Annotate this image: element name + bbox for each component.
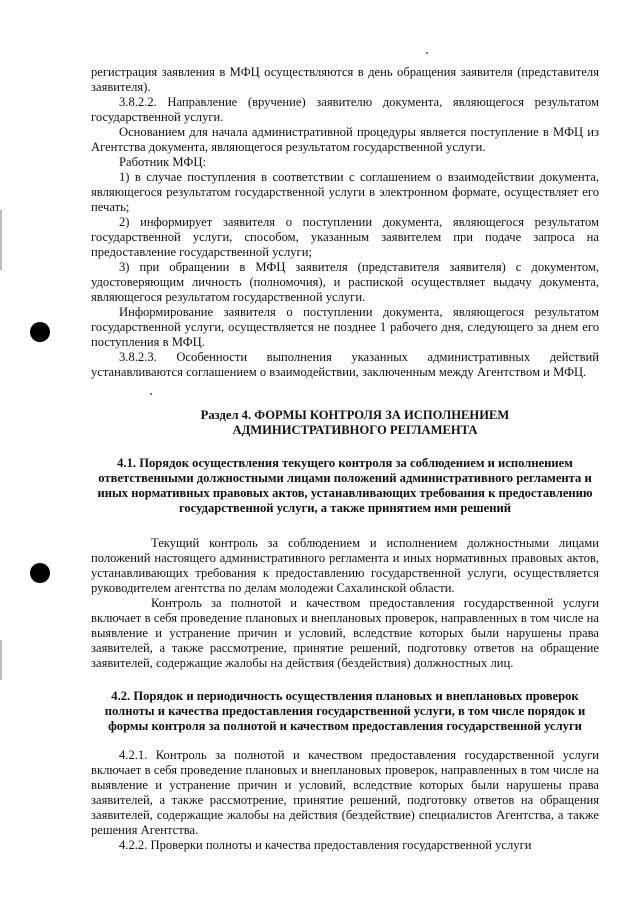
paragraph-4-1-quality-control: Контроль за полнотой и качеством предоставления государственной услуги включает в себя проведение плановых и внеплановых проверок, направленных в том числе на выявление и устранение причин и условий, вследствие которых были нарушены права заявителей, а также рассмотрение, принятие решений, подготовку ответов на обращение заявителей, содержащие жалобы на действия (бездействия) должностных лиц. — [91, 596, 599, 670]
scan-speck — [426, 52, 428, 54]
list-item-1: 1) в случае поступления в соответствии с соглашением о взаимодействии документа, являющегося результатом государственной услуги в электронном формате, осуществляет его печать; — [91, 170, 599, 214]
document-body — [91, 65, 599, 853]
scan-edge-mark — [0, 210, 2, 270]
punch-hole-bottom — [30, 563, 50, 583]
list-item-2: 2) информирует заявителя о поступлении документа, являющегося результатом государственной услуги, способом, указанным заявителем при подаче запроса на предоставление государственной услуги; — [91, 215, 599, 259]
punch-hole-top — [30, 322, 50, 342]
paragraph-mfc-worker: Работник МФЦ: — [119, 155, 206, 169]
paragraph-informing: Информирование заявителя о поступлении документа, являющегося результатом государственной услуги, осуществляется не позднее 1 рабочего дня, следующего за днем его поступления в МФЦ. — [91, 305, 599, 349]
paragraph-4-2-2: 4.2.2. Проверки полноты и качества предоставления государственной услуги — [119, 838, 532, 852]
subsection-4-2-heading: 4.2. Порядок и периодичность осуществления плановых и внеплановых проверок полноты и качества предоставления государственной услуги, в том числе порядок и формы контроля за полнотой и качеством предоставления государственной услуги — [104, 689, 586, 733]
paragraph-3-8-2-2: 3.8.2.2. Направление (вручение) заявителю документа, являющегося результатом государственной услуги. — [91, 95, 599, 124]
section-4-title-line1: Раздел 4. ФОРМЫ КОНТРОЛЯ ЗА ИСПОЛНЕНИЕМ — [200, 408, 510, 422]
section-4-title-line2: АДМИНИСТРАТИВНОГО РЕГЛАМЕНТА — [232, 423, 478, 437]
paragraph-4-2-1: 4.2.1. Контроль за полнотой и качеством предоставления государственной услуги включает в себя проведение плановых и внеплановых проверок, направленных в том числе на выявление и устранение причин и условий, вследствие которых были нарушены права заявителей, а также рассмотрение, принятие решений, подготовку ответов на обращения заявителей, содержащие жалобы на действия (бездействие) специалистов Агентства, а также решения Агентства. — [91, 748, 599, 837]
list-item-3: 3) при обращении в МФЦ заявителя (представителя заявителя) с документом, удостоверяющим личность (полномочия), и распиской осуществляет выдачу документа, являющегося результатом государственной услуги. — [91, 260, 599, 304]
scan-edge-mark — [0, 640, 2, 680]
paragraph-continuation: регистрация заявления в МФЦ осуществляются в день обращения заявителя (представителя заявителя). — [91, 65, 599, 94]
subsection-4-1-heading: 4.1. Порядок осуществления текущего контроля за соблюдением и исполнением ответственными должностными лицами положений административного регламента и иных нормативных правовых актов, устанавливающих требования к предоставлению государственной услуги, а также принятием ими решений — [97, 456, 593, 515]
section-4-title — [91, 408, 599, 438]
paragraph-3-8-2-3: 3.8.2.3. Особенности выполнения указанных административных действий устанавливаются соглашением о взаимодействии, заключенным между Агентством и МФЦ. — [91, 350, 599, 379]
paragraph-basis: Основанием для начала административной процедуры является поступление в МФЦ из Агентства документа, являющегося результатом государственной услуги. — [91, 125, 599, 154]
paragraph-4-1-current-control: Текущий контроль за соблюдением и исполнением должностными лицами положений настоящего административного регламента и иных нормативных правовых актов, устанавливающих требования к предоставлению государственной услуги, осуществляется руководителем агентства по делам молодежи Сахалинской области. — [91, 536, 599, 595]
